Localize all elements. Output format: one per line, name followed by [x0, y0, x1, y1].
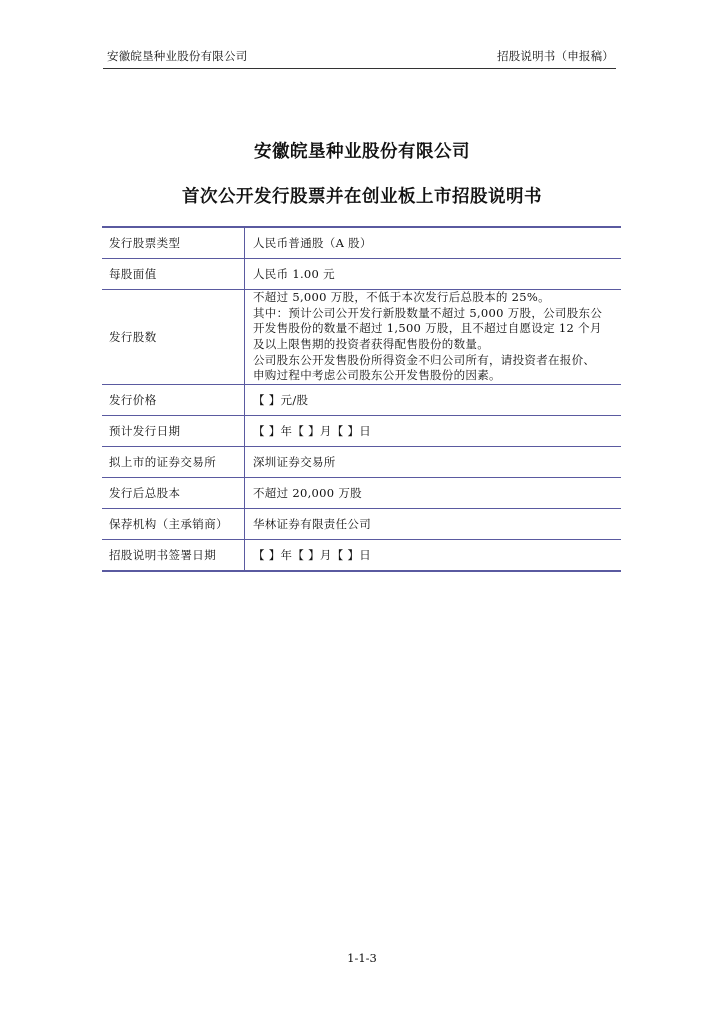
header-document-type: 招股说明书（申报稿）	[497, 49, 614, 63]
prospectus-title: 首次公开发行股票并在创业板上市招股说明书	[182, 187, 542, 207]
row-value	[245, 290, 622, 385]
description-line: 开发售股份的数量不超过 1,500 万股，且不超过自愿设定 12 个月	[253, 321, 602, 336]
row-label: 每股面值	[102, 259, 245, 290]
row-label: 发行股票类型	[102, 227, 245, 259]
offering-info-table	[102, 226, 621, 572]
row-label: 预计发行日期	[102, 416, 245, 447]
row-value: 人民币 1.00 元	[245, 259, 622, 290]
table-row-signing-date	[102, 540, 621, 572]
table-row-exchange	[102, 447, 621, 478]
description-line: 不超过 5,000 万股，不低于本次发行后总股本的 25%。	[253, 290, 550, 305]
row-label: 发行后总股本	[102, 478, 245, 509]
description-line: 公司股东公开发售股份所得资金不归公司所有，请投资者在报价、	[253, 352, 596, 367]
row-value: 【 】元/股	[245, 385, 622, 416]
row-value: 【 】年【 】月【 】日	[253, 548, 372, 562]
row-value: 华林证券有限责任公司	[245, 509, 622, 540]
table-row-offer-date	[102, 416, 621, 447]
description-line: 及以上限售期的投资者获得配售股份的数量。	[253, 337, 489, 351]
company-title: 安徽皖垦种业股份有限公司	[254, 142, 470, 162]
row-label: 拟上市的证券交易所	[102, 447, 245, 478]
row-label: 发行价格	[102, 385, 245, 416]
table-row-total-shares	[102, 478, 621, 509]
description-line: 申购过程中考虑公司股东公开发售股份的因素。	[253, 368, 501, 383]
row-value: 深圳证券交易所	[245, 447, 622, 478]
table-row-par-value	[102, 259, 621, 290]
table-row-offer-price	[102, 385, 621, 416]
row-value: 不超过 20,000 万股	[245, 478, 622, 509]
row-value: 【 】年【 】月【 】日	[245, 416, 622, 447]
table-row-shares-offered	[102, 290, 621, 385]
row-value: 人民币普通股（A 股）	[245, 227, 622, 259]
table-row-sponsor	[102, 509, 621, 540]
shares-offered-description	[253, 290, 615, 384]
row-label: 招股说明书签署日期	[102, 540, 245, 572]
page-number: 1-1-3	[347, 951, 377, 965]
header-company-name: 安徽皖垦种业股份有限公司	[107, 49, 248, 63]
table-row-share-type	[102, 227, 621, 259]
description-line: 其中：预计公司公开发行新股数量不超过 5,000 万股，公司股东公	[253, 305, 603, 320]
row-label: 保荐机构（主承销商）	[102, 509, 245, 540]
page-header	[103, 46, 616, 69]
row-label: 发行股数	[102, 290, 245, 385]
